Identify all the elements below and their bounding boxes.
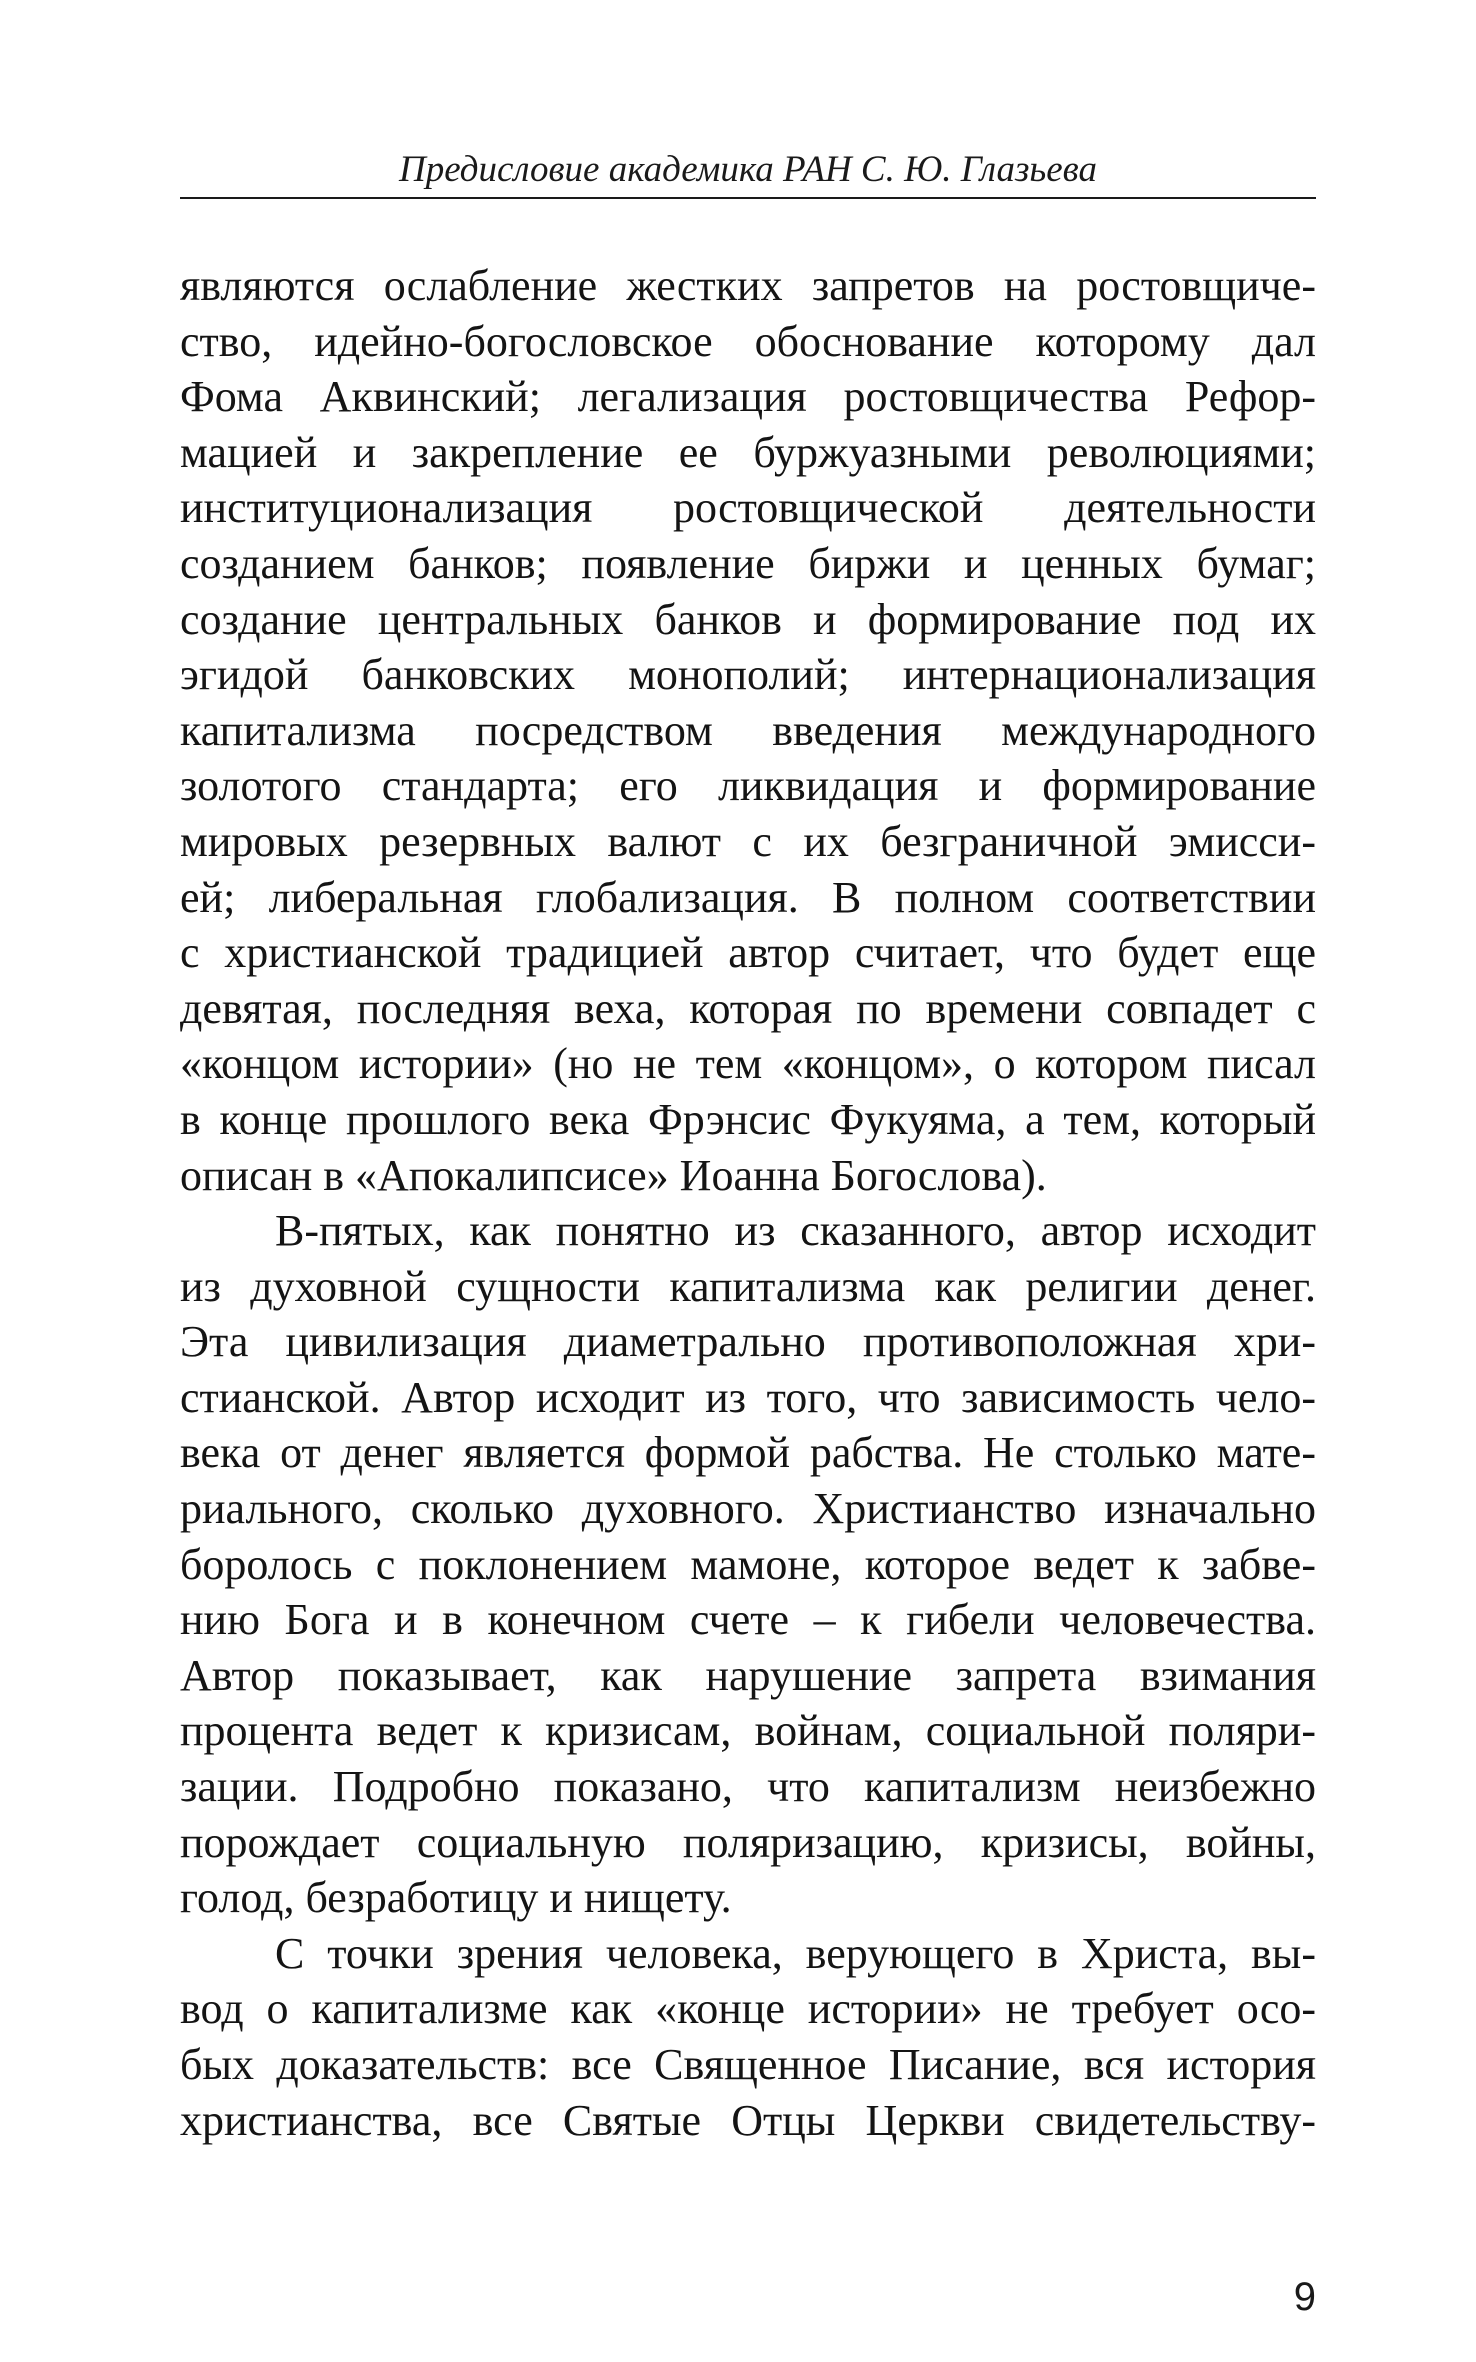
header-rule [180, 197, 1316, 199]
text-line: являются ослабление жестких запретов на ростовщиче- [180, 261, 1316, 310]
text-line: ей; либеральная глобализация. В полном соответствии [180, 872, 1316, 922]
paragraph-end-line: голод, безработицу и нищету. [180, 1873, 732, 1923]
text-line: Автор показывает, как нарушение запрета взимания [180, 1650, 1316, 1700]
text-line: риального, сколько духовного. Христианство изначально [180, 1484, 1316, 1534]
text-line: ство, идейно-богословское обоснование которому дал [180, 316, 1316, 366]
text-line: бых доказательств: все Священное Писание, вся история [180, 2040, 1316, 2089]
text-line: века от денег является формой рабства. Не столько мате- [180, 1428, 1316, 1478]
text-line: нию Бога и в конечном счете – к гибели человечества. [180, 1595, 1316, 1645]
text-line: из духовной сущности капитализма как религии денег. [180, 1261, 1316, 1311]
text-line: порождает социальную поляризацию, кризисы, войны, [180, 1817, 1316, 1867]
text-line: Эта цивилизация диаметрально противоположная хри- [180, 1317, 1316, 1367]
text-line: девятая, последняя веха, которая по времени совпадет с [180, 983, 1316, 1033]
text-line: золотого стандарта; его ликвидация и формирование [180, 761, 1316, 811]
text-line: институционализация ростовщической деятельности [180, 483, 1316, 533]
body-text [180, 258, 1316, 2148]
text-line: Фома Аквинский; легализация ростовщичества Рефор- [180, 372, 1316, 422]
paragraph-first-line: В-пятых, как понятно из сказанного, автор исходит [275, 1206, 1316, 1256]
text-line: «концом истории» (но не тем «концом», о котором писал [180, 1039, 1316, 1089]
text-line: созданием банков; появление биржи и ценных бумаг; [180, 538, 1316, 588]
text-line: в конце прошлого века Фрэнсис Фукуяма, а тем, который [180, 1094, 1316, 1144]
text-line: христианства, все Святые Отцы Церкви свидетельству- [180, 2095, 1316, 2145]
text-line: эгидой банковских монополий; интернационализация [180, 650, 1316, 700]
text-line: капитализма посредством введения международного [180, 705, 1316, 755]
text-line: боролось с поклонением мамоне, которое ведет к забве- [180, 1539, 1316, 1589]
paragraph-first-line: С точки зрения человека, верующего в Христа, вы- [275, 1928, 1316, 1978]
text-line: вод о капитализме как «конце истории» не требует осо- [180, 1984, 1316, 2034]
running-header: Предисловие академика РАН С. Ю. Глазьева [399, 149, 1097, 190]
text-line: зации. Подробно показано, что капитализм неизбежно [180, 1762, 1316, 1812]
text-line: стианской. Автор исходит из того, что зависимость чело- [180, 1372, 1316, 1422]
text-line: процента ведет к кризисам, войнам, социальной поляри- [180, 1706, 1316, 1756]
text-line: мацией и закрепление ее буржуазными революциями; [180, 427, 1316, 477]
text-line: мировых резервных валют с их безграничной эмисси- [180, 816, 1316, 866]
paragraph-end-line: описан в «Апокалипсисе» Иоанна Богослова). [180, 1150, 1047, 1200]
text-line: с христианской традицией автор считает, что будет еще [180, 928, 1316, 978]
page-number: 9 [1293, 2275, 1316, 2319]
text-line: создание центральных банков и формирование под их [180, 594, 1316, 644]
